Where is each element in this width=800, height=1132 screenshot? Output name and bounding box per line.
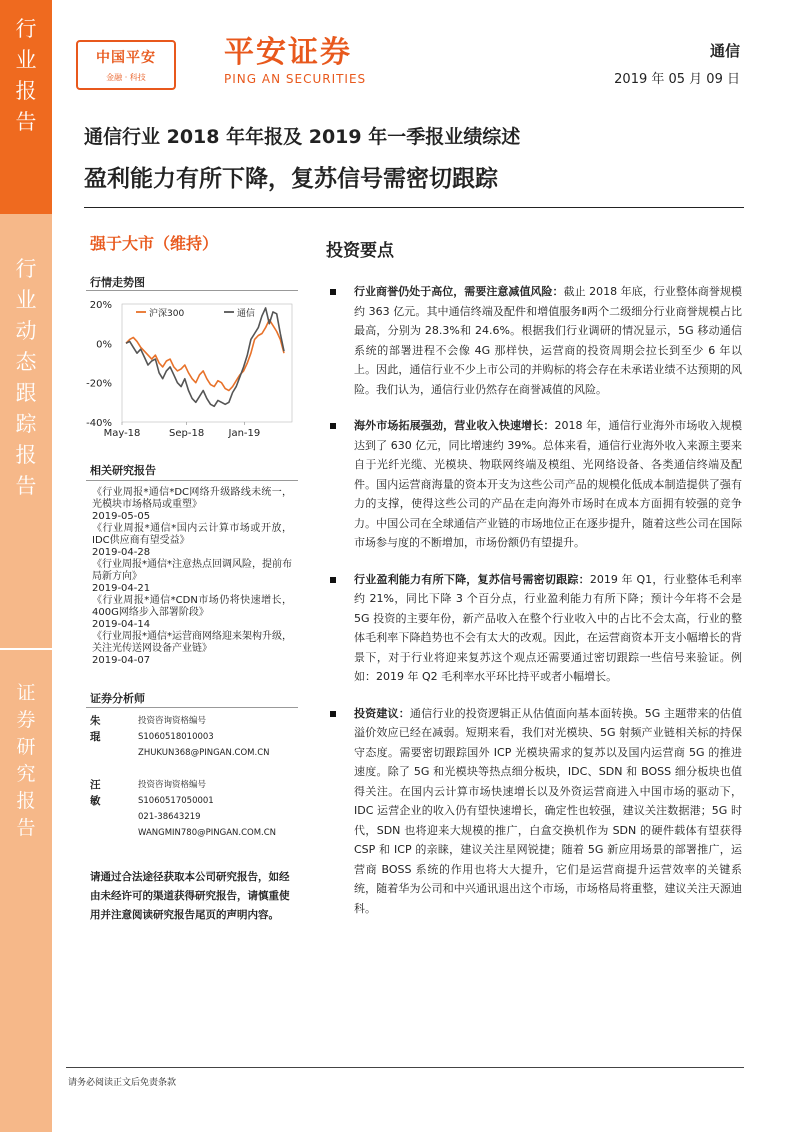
y-tick-label: -20%	[86, 378, 112, 390]
analysts-title: 证券分析师	[90, 692, 145, 705]
key-point-item: 行业商誉仍处于高位，需要注意减值风险：截止 2018 年底，行业整体商誉规模约 363 亿元。其中通信终端及配件和增值服务Ⅱ两个二级细分行业商誉规模占比最高，分别为 28.3%和 24.6%。根据我们行业调研的情况显示，5G 移动通信系统的部署进程不会像 4G 那样快，运营商的投资周期会拉长到至少 6 年以上。因此，通信行业不少上市公司的并购标的将会存在未承诺业绩不达预期的风险。我们认为，通信行业仍然存在商誉减值的风险。	[330, 282, 742, 399]
key-points-list	[330, 282, 742, 935]
y-tick-label: -40%	[86, 418, 112, 429]
y-tick-label: 20%	[89, 300, 112, 311]
legend-label: 沪深300	[149, 309, 185, 319]
related-report-item[interactable]: 《行业周报*通信*DC网络升级路线未统一，光模块市场格局或重塑》 2019-05-05	[92, 487, 292, 522]
report-title: 通信行业 2018 年年报及 2019 年一季报业绩综述	[84, 126, 521, 148]
rating-label: 强于大市（维持）	[90, 234, 219, 253]
analyst-email[interactable]: ZHUKUN368@PINGAN.COM.CN	[138, 748, 270, 758]
sidebar-label-research: 证 券 研 究 报 告	[0, 648, 52, 1132]
related-reports-list	[92, 487, 292, 667]
pingan-securities-logo: 平安证券 PING AN SECURITIES	[224, 35, 367, 86]
sidebar-label-report-type: 行 业 报 告	[0, 0, 52, 214]
x-tick-label: May-18	[103, 428, 141, 439]
footer-note: 请务必阅读正文后免责条款	[68, 1078, 177, 1088]
related-report-item[interactable]: 《行业周报*通信*运营商网络迎来架构升级，关注光传送网设备产业链》 2019-04-07	[92, 631, 292, 666]
market-trend-chart	[84, 292, 294, 447]
footer-rule	[66, 1067, 744, 1068]
bullet-square-icon	[330, 577, 336, 583]
key-point-item: 行业盈利能力有所下降，复苏信号需密切跟踪：2019 年 Q1，行业整体毛利率约 21%，同比下降 3 个百分点，行业盈利能力有所下降；预计今年将不会是 5G 投资的主要年份，新产品收入在整个行业收入中的占比不会太高，行业的整体毛利率下降趋势也不会有太大的改观。因此，在运营商资本开支小幅增长的背景下，对于行业将迎来复苏这个观点还需要通过密切跟踪一些信号来验证。例如：2019 年 Q2 毛利率水平环比持平或者小幅增长。	[330, 570, 742, 687]
analyst-email[interactable]: WANGMIN780@PINGAN.COM.CN	[138, 828, 277, 838]
header-category: 通信	[709, 42, 740, 60]
related-reports-rule	[86, 480, 298, 481]
disclaimer-warning: 请通过合法途径获取本公司研究报告，如经由未经许可的渠道获得研究报告，请慎重使用并注意阅读研究报告尾页的声明内容。	[90, 871, 290, 921]
pingan-group-logo: 中国平安 金融 · 科技	[76, 40, 176, 90]
key-point-item: 海外市场拓展强劲，营业收入快速增长：2018 年，通信行业海外市场收入规模达到了 630 亿元，同比增速约 39%。总体来看，通信行业海外收入来源主要来自于光纤光缆、光模块、物联网终端及模组、光网络设备、各类通信终端及配件。国内运营商海量的资本开支为这些公司产品的规模化低成本制造提供了强有力的支撑，使得这些公司的产品在走向海外市场时在成本方面拥有较强的竞争力。中国公司在全球通信产业链的市场地位正在逐步提升，随着这些公司在国际市场参与度的不断增加，市场份额仍有望提升。	[330, 416, 742, 553]
related-reports-title: 相关研究报告	[90, 464, 156, 477]
x-tick-label: Jan-19	[228, 428, 261, 439]
bullet-square-icon	[330, 289, 336, 295]
related-report-item[interactable]: 《行业周报*通信*CDN市场仍将快速增长，400G网络步入部署阶段》 2019-04-14	[92, 595, 292, 630]
bullet-square-icon	[330, 711, 336, 717]
key-points-title: 投资要点	[326, 241, 394, 261]
analysts-rule	[86, 707, 298, 708]
x-tick-label: Sep-18	[169, 428, 205, 439]
related-report-item[interactable]: 《行业周报*通信*国内云计算市场或开放，IDC供应商有望受益》 2019-04-28	[92, 523, 292, 558]
y-tick-label: 0%	[96, 339, 112, 351]
chart-title: 行情走势图	[90, 276, 145, 289]
sidebar-label-report-kind: 行 业 动 态 跟 踪 报 告	[0, 214, 52, 648]
header-date: 2019 年 05 月 09 日	[614, 72, 740, 87]
series-line-csi300	[126, 320, 284, 391]
key-point-item: 投资建议：通信行业的投资逻辑正从估值面向基本面转换。5G 主题带来的估值溢价效应已经在减弱。短期来看，我们对光模块、5G 射频产业链相关标的持保守态度。需要密切跟踪国外 ICP 光模块需求的复苏以及国内运营商 5G 的推进速度。除了 5G 和光模块等热点细分板块，IDC、SDN 和 BOSS 细分板块也值得关注。在国内云计算市场快速增长以及外资运营商进入中国市场的驱动下，IDC 运营企业的收入仍有望快速增长，确定性也较强，建议关注数据港；5G 时代，SDN 也将迎来大规模的推广，白盒交换机作为 SDN 的硬件载体有望获得 CSP 和 ICP 的亲睐，建议关注星网锐捷；随着 5G 新应用场景的部署推广，运营商 BOSS 系统的作用也将大大提升，它们是运营商提升运营效率的关键系统，随着华为公司和中兴通讯退出这个市场，市场格局将重整，建议关注天源迪科。	[330, 704, 742, 919]
sidebar	[0, 0, 52, 1132]
legend-label: 通信	[237, 309, 256, 319]
title-divider	[84, 207, 744, 208]
bullet-square-icon	[330, 423, 336, 429]
report-subtitle: 盈利能力有所下降，复苏信号需密切跟踪	[84, 166, 498, 192]
related-report-item[interactable]: 《行业周报*通信*注意热点回调风险，提前布局新方向》 2019-04-21	[92, 559, 292, 594]
chart-title-rule	[86, 290, 298, 291]
